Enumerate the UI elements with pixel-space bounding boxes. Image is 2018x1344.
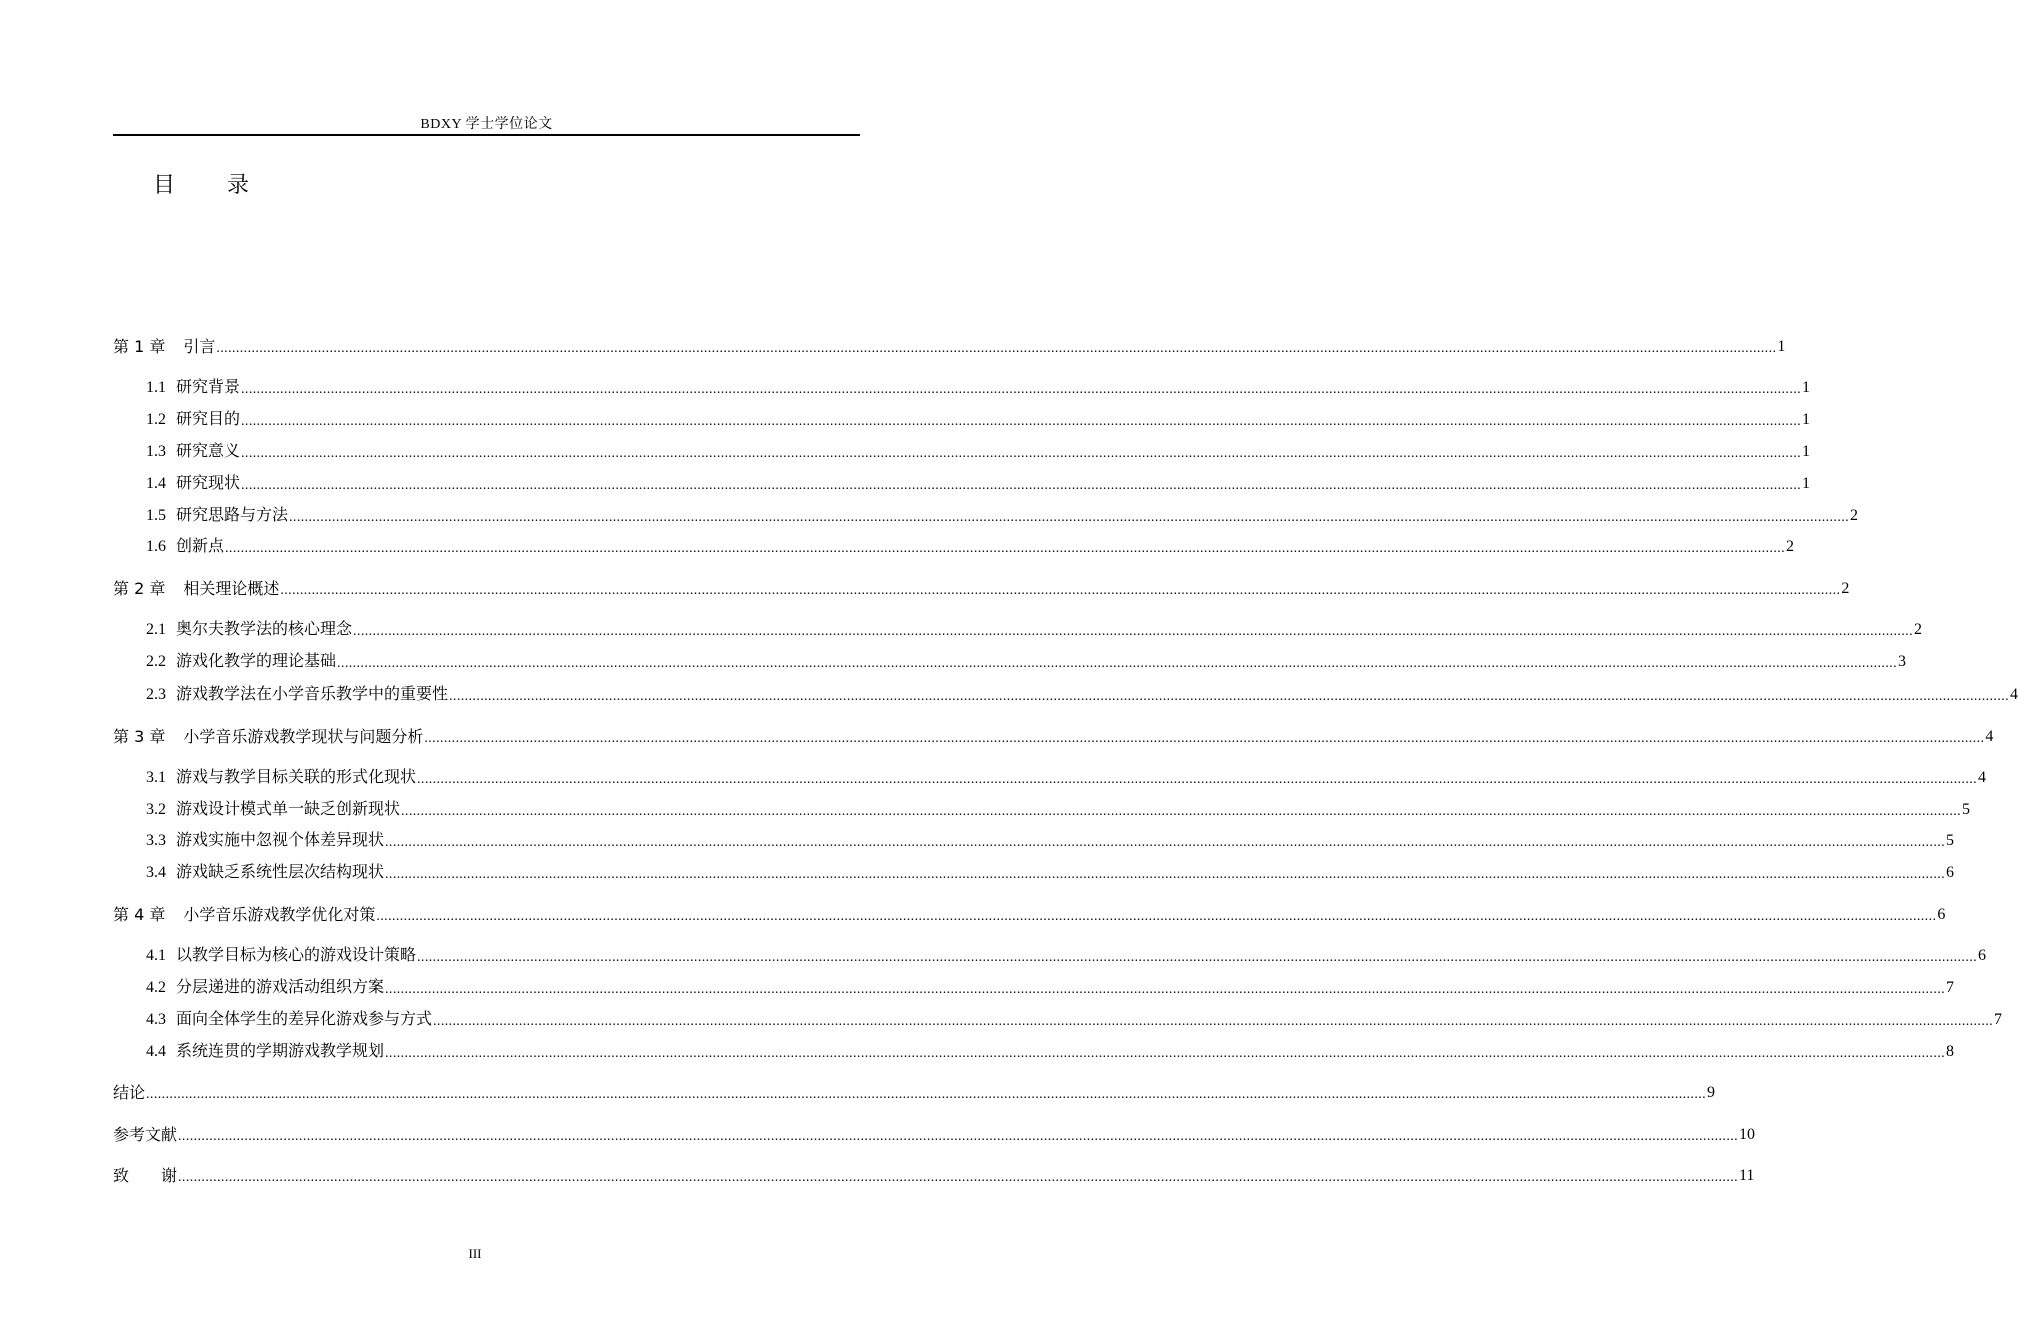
toc-entry-number: 3.1	[146, 769, 166, 786]
toc-entry-title: 结论	[113, 1083, 146, 1102]
toc-entry-title: 游戏化教学的理论基础	[176, 653, 337, 670]
dot-leader: ................................................................................................................................................................................................................................................................................................................................................................................................................	[417, 950, 1978, 965]
dot-leader: ................................................................................................................................................................................................................................................................................................................................................................................................................	[216, 341, 1777, 356]
toc-entry[interactable]	[113, 1165, 1755, 1187]
toc-entry[interactable]	[146, 862, 1955, 884]
toc-entry[interactable]	[113, 1082, 1716, 1104]
dot-leader: ................................................................................................................................................................................................................................................................................................................................................................................................................	[241, 446, 1802, 461]
dot-leader: ................................................................................................................................................................................................................................................................................................................................................................................................................	[146, 1087, 1707, 1102]
toc-entry[interactable]	[146, 1041, 1955, 1063]
toc-entry-number: 1.6	[146, 538, 166, 555]
toc-entry-title: 引言	[183, 337, 216, 356]
toc-entry-number: 2.3	[146, 686, 166, 703]
running-header: BDXY 学士学位论文	[420, 117, 553, 132]
toc-entry-title: 创新点	[176, 538, 225, 555]
toc-entry-page: 6	[1978, 947, 1987, 964]
toc-entry[interactable]	[146, 799, 1971, 821]
toc-entry-page: 4	[2010, 686, 2018, 703]
dot-leader: ................................................................................................................................................................................................................................................................................................................................................................................................................	[241, 382, 1802, 397]
toc-entry-page: 1	[1802, 379, 1811, 396]
toc-entry-number: 3.3	[146, 832, 166, 849]
toc-entry-number: 4.2	[146, 979, 166, 996]
dot-leader: ................................................................................................................................................................................................................................................................................................................................................................................................................	[385, 1046, 1946, 1061]
toc-entry-page: 7	[1994, 1011, 2003, 1028]
dot-leader: ................................................................................................................................................................................................................................................................................................................................................................................................................	[241, 478, 1802, 493]
toc-entry-page: 1	[1777, 338, 1786, 355]
dot-leader: ................................................................................................................................................................................................................................................................................................................................................................................................................	[376, 909, 1937, 924]
toc-entry-title: 奥尔夫教学法的核心理念	[176, 621, 353, 638]
toc-entry[interactable]	[146, 536, 1795, 558]
toc-entry-title: 游戏教学法在小学音乐教学中的重要性	[176, 686, 449, 703]
toc-entry-number: 3.2	[146, 801, 166, 818]
toc-entry-page: 1	[1802, 443, 1811, 460]
toc-entry-page: 6	[1946, 864, 1955, 881]
toc-entry-title: 研究背景	[176, 379, 241, 396]
dot-leader: ................................................................................................................................................................................................................................................................................................................................................................................................................	[385, 982, 1946, 997]
toc-entry[interactable]	[146, 1009, 2003, 1031]
toc-entry-title: 游戏缺乏系统性层次结构现状	[176, 864, 385, 881]
toc-entry-title: 游戏与教学目标关联的形式化现状	[176, 769, 417, 786]
toc-entry[interactable]	[146, 409, 1811, 431]
toc-entry-title: 游戏设计模式单一缺乏创新现状	[176, 801, 401, 818]
dot-leader: ................................................................................................................................................................................................................................................................................................................................................................................................................	[225, 541, 1786, 556]
toc-entry[interactable]	[113, 578, 1850, 600]
dot-leader: ................................................................................................................................................................................................................................................................................................................................................................................................................	[424, 731, 1985, 746]
toc-entry[interactable]	[146, 441, 1811, 463]
dot-leader: ................................................................................................................................................................................................................................................................................................................................................................................................................	[337, 656, 1898, 671]
toc-entry-page: 6	[1937, 906, 1946, 923]
toc-entry[interactable]	[113, 336, 1786, 358]
toc-entry-page: 9	[1707, 1084, 1716, 1101]
toc-entry-number: 4.3	[146, 1011, 166, 1028]
toc-entry[interactable]	[146, 945, 1987, 967]
toc-entry[interactable]	[146, 830, 1955, 852]
dot-leader: ................................................................................................................................................................................................................................................................................................................................................................................................................	[385, 835, 1946, 850]
toc-entry[interactable]	[113, 904, 1946, 926]
dot-leader: ................................................................................................................................................................................................................................................................................................................................................................................................................	[385, 867, 1946, 882]
toc-entry-title: 分层递进的游戏活动组织方案	[176, 979, 385, 996]
toc-entry-page: 2	[1786, 538, 1795, 555]
toc-entry-title: 系统连贯的学期游戏教学规划	[176, 1043, 385, 1060]
toc-entry-number: 2.2	[146, 653, 166, 670]
dot-leader: ................................................................................................................................................................................................................................................................................................................................................................................................................	[289, 510, 1850, 525]
toc-entry-number: 4.4	[146, 1043, 166, 1060]
toc-entry[interactable]	[146, 767, 1987, 789]
toc-entry-page: 5	[1946, 832, 1955, 849]
toc-entry-title: 研究意义	[176, 443, 241, 460]
toc-entry[interactable]	[146, 684, 2018, 706]
toc-entry[interactable]	[146, 977, 1955, 999]
toc-entry-title: 研究现状	[176, 475, 241, 492]
toc-entry-title: 研究思路与方法	[176, 507, 289, 524]
toc-entry-number: 1.4	[146, 475, 166, 492]
toc-entry-title: 研究目的	[176, 411, 241, 428]
dot-leader: ................................................................................................................................................................................................................................................................................................................................................................................................................	[241, 414, 1802, 429]
toc-entry-number: 1.1	[146, 379, 166, 396]
toc-entry-page: 1	[1802, 411, 1811, 428]
toc-entry-page: 5	[1962, 801, 1971, 818]
toc-entry-title: 小学音乐游戏教学优化对策	[183, 905, 376, 924]
toc-entry-page: 2	[1914, 621, 1923, 638]
dot-leader: ................................................................................................................................................................................................................................................................................................................................................................................................................	[280, 583, 1841, 598]
page-number: III	[468, 1246, 482, 1261]
dot-leader: ................................................................................................................................................................................................................................................................................................................................................................................................................	[449, 689, 2010, 704]
dot-leader: ................................................................................................................................................................................................................................................................................................................................................................................................................	[433, 1014, 1994, 1029]
toc-entry-page: 4	[1985, 728, 1994, 745]
toc-entry-page: 8	[1946, 1043, 1955, 1060]
toc-entry-number: 1.5	[146, 507, 166, 524]
toc-title-first-char: 目	[153, 173, 176, 198]
toc-entry-title: 相关理论概述	[183, 579, 280, 598]
toc-entry[interactable]	[113, 1124, 1756, 1146]
toc-entry-title: 以教学目标为核心的游戏设计策略	[176, 947, 417, 964]
toc-entry[interactable]	[146, 651, 1907, 673]
dot-leader: ................................................................................................................................................................................................................................................................................................................................................................................................................	[178, 1129, 1739, 1144]
toc-entry-page: 7	[1946, 979, 1955, 996]
toc-entry-title: 参考文献	[113, 1125, 178, 1144]
toc-entry-page: 2	[1841, 580, 1850, 597]
toc-entry-page: 10	[1739, 1126, 1756, 1143]
toc-entry[interactable]	[146, 505, 1859, 527]
toc-entry-page: 11	[1739, 1167, 1755, 1184]
toc-entry[interactable]	[146, 377, 1811, 399]
toc-entry-number: 3.4	[146, 864, 166, 881]
toc-entry-title: 致 谢	[113, 1166, 178, 1185]
dot-leader: ................................................................................................................................................................................................................................................................................................................................................................................................................	[353, 624, 1914, 639]
toc-entry-number: 4.1	[146, 947, 166, 964]
toc-entry-number: 第 3 章	[113, 727, 166, 746]
toc-title-second-char: 录	[227, 173, 250, 198]
toc-entry-title: 游戏实施中忽视个体差异现状	[176, 832, 385, 849]
toc-entry-page: 4	[1978, 769, 1987, 786]
toc-entry-page: 1	[1802, 475, 1811, 492]
toc-entry-title: 面向全体学生的差异化游戏参与方式	[176, 1011, 433, 1028]
toc-entry-number: 2.1	[146, 621, 166, 638]
toc-entry-number: 1.3	[146, 443, 166, 460]
toc-entry-number: 1.2	[146, 411, 166, 428]
toc-entry[interactable]	[146, 619, 1923, 641]
toc-entry-title: 小学音乐游戏教学现状与问题分析	[183, 727, 424, 746]
toc-entry-number: 第 4 章	[113, 905, 166, 924]
toc-entry[interactable]	[146, 473, 1811, 495]
dot-leader: ................................................................................................................................................................................................................................................................................................................................................................................................................	[401, 804, 1962, 819]
dot-leader: ................................................................................................................................................................................................................................................................................................................................................................................................................	[417, 772, 1978, 787]
toc-entry-number: 第 1 章	[113, 337, 166, 356]
dot-leader: ................................................................................................................................................................................................................................................................................................................................................................................................................	[178, 1170, 1739, 1185]
toc-entry-page: 2	[1850, 507, 1859, 524]
toc-entry[interactable]	[113, 726, 1994, 748]
toc-entry-number: 第 2 章	[113, 579, 166, 598]
toc-entry-page: 3	[1898, 653, 1907, 670]
